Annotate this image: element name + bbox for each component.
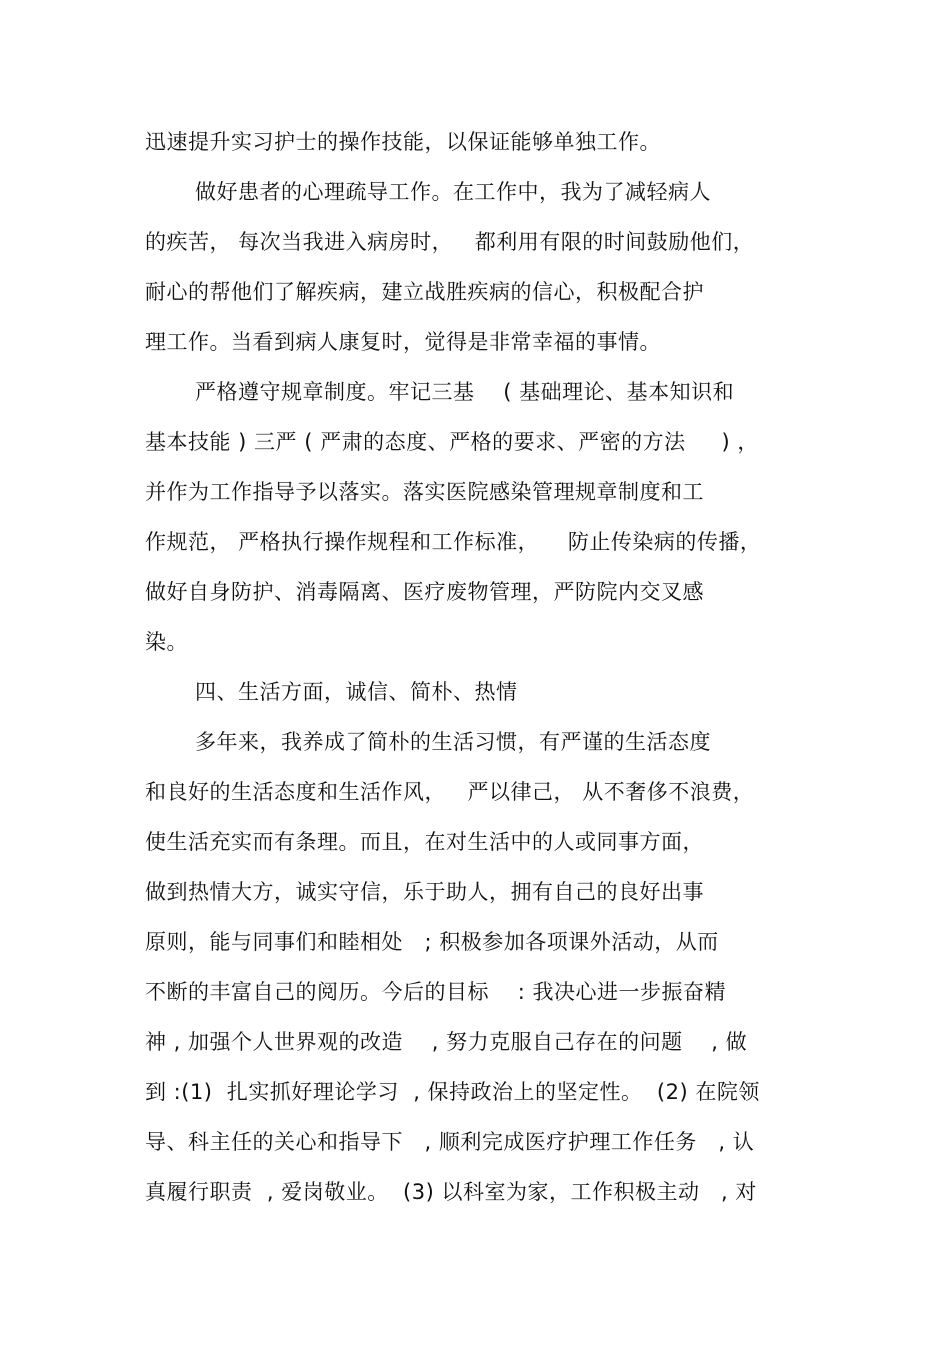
paragraph-start-line: 多年来，我养成了简朴的生活习惯，有严谨的生活态度 [195, 730, 711, 754]
text-line: 原则，能与同事们和睦相处 ; 积极参加各项课外活动，从而 [145, 930, 719, 954]
text-line: 和良好的生活态度和生活作风， 严以律己， 从不奢侈不浪费， [145, 780, 755, 804]
text-line: 染。 [145, 630, 188, 654]
text-line: 并作为工作指导予以落实。落实医院感染管理规章制度和工 [145, 480, 704, 504]
text-line: 做到热情大方，诚实守信，乐于助人，拥有自己的良好出事 [145, 880, 704, 904]
paragraph-start-line: 严格遵守规章制度。牢记三基 ( 基础理论、基本知识和 [195, 380, 735, 404]
text-line: 的疾苦， 每次当我进入病房时， 都利用有限的时间鼓励他们， [145, 230, 755, 254]
text-line: 神 , 加强个人世界观的改造 , 努力克服自己存在的问题 , 做 [145, 1030, 748, 1054]
text-line: 到 :(1) 扎实抓好理论学习 , 保持政治上的坚定性。 (2) 在院领 [145, 1080, 760, 1104]
text-line: 真履行职责 , 爱岗敬业。 (3) 以科室为家，工作积极主动 , 对 [145, 1180, 757, 1204]
section-heading: 四、生活方面，诚信、简朴、热情 [195, 680, 518, 704]
text-line: 使生活充实而有条理。而且，在对生活中的人或同事方面， [145, 830, 704, 854]
text-line: 耐心的帮他们了解疾病，建立战胜疾病的信心，积极配合护 [145, 280, 704, 304]
text-line: 作规范， 严格执行操作规程和工作标准， 防止传染病的传播， [145, 530, 762, 554]
text-line: 基本技能 ) 三严 ( 严肃的态度、严格的要求、严密的方法 ) ， [145, 430, 759, 454]
text-line: 不断的丰富自己的阅历。今后的目标 : 我决心进一步振奋精 [145, 980, 726, 1004]
text-line: 理工作。当看到病人康复时，觉得是非常幸福的事情。 [145, 330, 661, 354]
paragraph-start-line: 做好患者的心理疏导工作。在工作中，我为了减轻病人 [195, 180, 711, 204]
text-line: 做好自身防护、消毒隔离、医疗废物管理，严防院内交叉感 [145, 580, 704, 604]
text-line: 迅速提升实习护士的操作技能，以保证能够单独工作。 [145, 130, 661, 154]
text-line: 导、科主任的关心和指导下 , 顺利完成医疗护理工作任务 , 认 [145, 1130, 755, 1154]
